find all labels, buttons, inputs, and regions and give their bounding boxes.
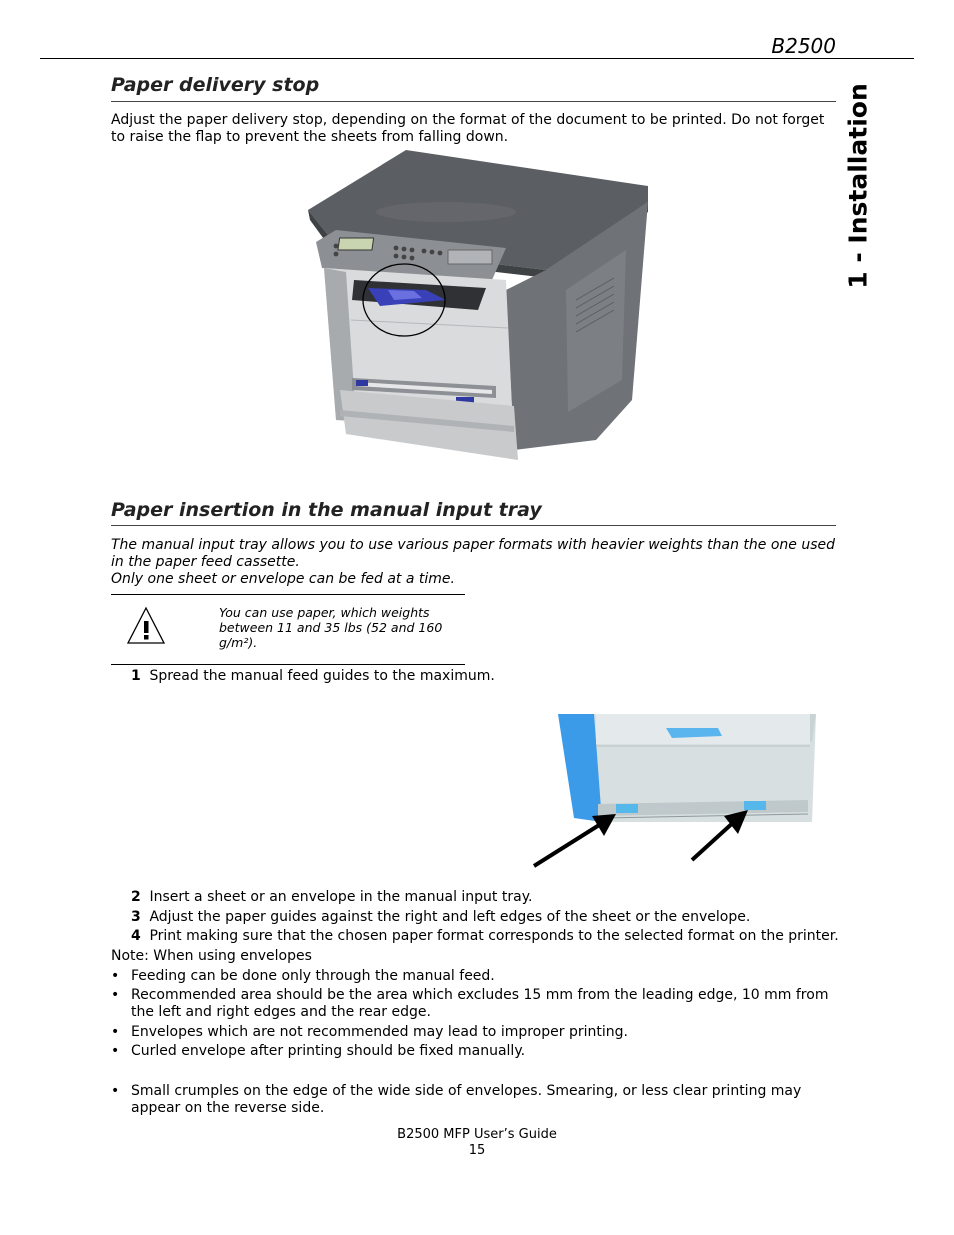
manual-feed-guides-illustration (532, 712, 816, 870)
bullet-dot: • (111, 987, 120, 1003)
bullet-dot: • (111, 1024, 120, 1040)
warning-triangle-icon (126, 605, 166, 645)
bullet-text-cont: appear on the reverse side. (131, 1100, 325, 1116)
section-rule (111, 101, 836, 102)
step-item (131, 889, 532, 906)
step-text: Spread the manual feed guides to the maximum. (149, 668, 495, 684)
step-number: 3 (131, 909, 141, 925)
chapter-side-tab (838, 80, 878, 292)
section2-intro-line3: Only one sheet or envelope can be fed at a time. (111, 571, 455, 587)
section1-body-line2: to raise the flap to prevent the sheets from falling down. (111, 129, 509, 145)
bullet-text: Curled envelope after printing should be fixed manually. (131, 1043, 526, 1059)
bullet-dot: • (111, 968, 120, 984)
step-text: Insert a sheet or an envelope in the manual input tray. (149, 889, 533, 905)
warning-line2: between 11 and 35 lbs (52 and 160 (219, 620, 443, 635)
warning-text (219, 605, 459, 650)
list-item (111, 968, 841, 985)
section-title-manual-input-tray: Paper insertion in the manual input tray (111, 499, 542, 521)
list-item (111, 1043, 841, 1060)
footer-page-number: 15 (468, 1143, 486, 1158)
step-number: 2 (131, 889, 141, 905)
header-rule (40, 58, 914, 59)
warning-line3: g/m²). (219, 635, 258, 650)
section2-intro-line2: in the paper feed cassette. (111, 554, 300, 570)
section2-intro-line1: The manual input tray allows you to use various paper formats with heavier weights than the one used (111, 537, 836, 553)
footer-guide-title: B2500 MFP User’s Guide (397, 1127, 557, 1142)
bullet-text-cont: the left and right edges and the rear edge. (131, 1004, 431, 1020)
step-item (131, 909, 750, 926)
chapter-side-tab-label: 1 - Installation (843, 83, 873, 289)
list-item (111, 1083, 841, 1117)
step-item (131, 928, 839, 945)
bullet-text: Recommended area should be the area which excludes 15 mm from the leading edge, 10 mm from (131, 987, 829, 1003)
document-model-header: B2500 (771, 34, 836, 58)
step-text: Print making sure that the chosen paper format corresponds to the selected format on the printer. (149, 928, 839, 944)
bullet-text: Small crumples on the edge of the wide side of envelopes. Smearing, or less clear printing may (131, 1083, 802, 1099)
warning-line1: You can use paper, which weights (219, 605, 430, 620)
list-item (111, 1024, 841, 1041)
section1-body-line1: Adjust the paper delivery stop, depending on the format of the document to be printed. Do not forget (111, 112, 825, 128)
step-number: 1 (131, 668, 141, 684)
section-title-paper-delivery-stop: Paper delivery stop (111, 74, 320, 96)
section-rule (111, 525, 836, 526)
bullet-dot: • (111, 1043, 120, 1059)
step-number: 4 (131, 928, 141, 944)
list-item (111, 987, 841, 1021)
step-item (131, 668, 495, 685)
step-text: Adjust the paper guides against the right and left edges of the sheet or the envelope. (149, 909, 751, 925)
printer-illustration (296, 150, 648, 462)
envelope-note: Note: When using envelopes (111, 948, 312, 964)
bullet-dot: • (111, 1083, 120, 1099)
bullet-text: Feeding can be done only through the manual feed. (131, 968, 495, 984)
bullet-text: Envelopes which are not recommended may lead to improper printing. (131, 1024, 628, 1040)
